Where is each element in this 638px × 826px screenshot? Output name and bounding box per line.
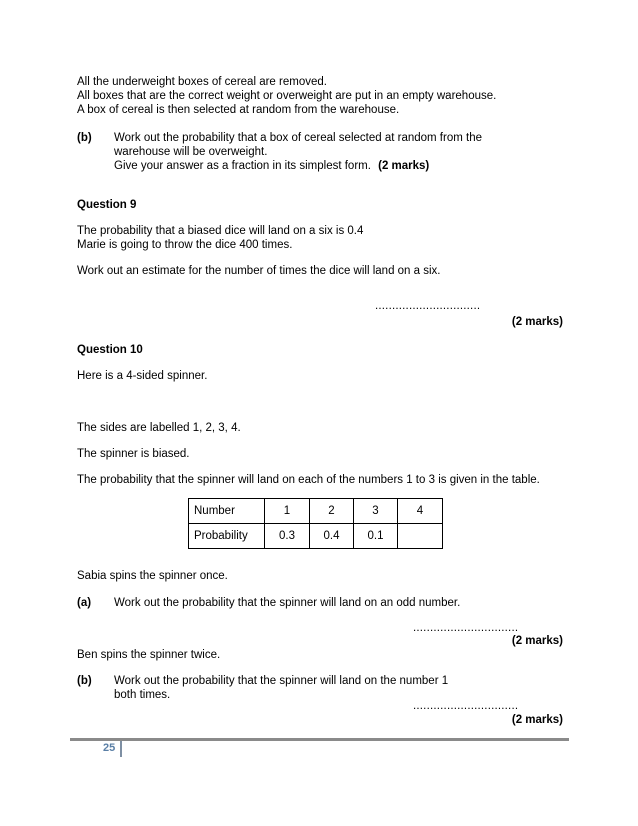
q10b-marks: (2 marks) xyxy=(511,714,563,726)
q10-part-a-label: (a) xyxy=(77,597,92,609)
part-b-label: (b) xyxy=(77,132,92,144)
q10a-marks: (2 marks) xyxy=(511,635,563,647)
question-9-title: Question 9 xyxy=(77,199,137,211)
q10a-answer-line[interactable]: ............................... xyxy=(413,622,519,634)
table-cell-number-4: 4 xyxy=(398,499,443,524)
table-header-probability: Probability xyxy=(189,524,265,549)
q9-marks: (2 marks) xyxy=(511,316,563,328)
table-header-number: Number xyxy=(189,499,265,524)
q9-line-1: The probability that a biased dice will land on a six is 0.4 xyxy=(77,225,364,237)
page-number: 25 xyxy=(103,742,116,754)
q10-part-b-line-2: both times. xyxy=(114,689,171,701)
table-cell-number-1: 1 xyxy=(265,499,310,524)
q10-part-b-line-1: Work out the probability that the spinner will land on the number 1 xyxy=(114,675,449,687)
part-b-instruction: Give your answer as a fraction in its simplest form. xyxy=(114,160,371,172)
q10-line-4: The probability that the spinner will land on each of the numbers 1 to 3 is given in the table. xyxy=(77,474,540,486)
table-cell-prob-1: 0.3 xyxy=(265,524,310,549)
footer-divider xyxy=(70,738,569,741)
q10-line-2: The sides are labelled 1, 2, 3, 4. xyxy=(77,422,241,434)
table-row-probability xyxy=(189,524,443,549)
q10-line-1: Here is a 4-sided spinner. xyxy=(77,370,208,382)
table-row-number xyxy=(189,499,443,524)
intro-line-3: A box of cereal is then selected at random from the warehouse. xyxy=(77,104,400,116)
table-cell-prob-4[interactable] xyxy=(398,524,443,549)
intro-line-1: All the underweight boxes of cereal are removed. xyxy=(77,76,327,88)
question-10-title: Question 10 xyxy=(77,344,143,356)
page-number-bar xyxy=(120,741,122,757)
q10-part-a-text: Work out the probability that the spinner will land on an odd number. xyxy=(114,597,461,609)
part-b-marks: (2 marks) xyxy=(378,160,430,172)
q9-line-2: Marie is going to throw the dice 400 times. xyxy=(77,239,293,251)
q9-line-3: Work out an estimate for the number of times the dice will land on a six. xyxy=(77,265,441,277)
q10-part-b-label: (b) xyxy=(77,675,92,687)
q10-line-3: The spinner is biased. xyxy=(77,448,190,460)
intro-line-2: All boxes that are the correct weight or overweight are put in an empty warehouse. xyxy=(77,90,497,102)
table-cell-number-2: 2 xyxy=(310,499,354,524)
part-b-line-1: Work out the probability that a box of cereal selected at random from the xyxy=(114,132,482,144)
table-cell-prob-2: 0.4 xyxy=(310,524,354,549)
q9-answer-line[interactable]: ............................... xyxy=(375,300,481,312)
table-cell-number-3: 3 xyxy=(354,499,398,524)
probability-table xyxy=(188,498,443,549)
q10-line-5: Sabia spins the spinner once. xyxy=(77,570,228,582)
q10b-answer-line[interactable]: ............................... xyxy=(413,700,519,712)
part-b-line-3 xyxy=(114,160,429,172)
part-b-line-2: warehouse will be overweight. xyxy=(114,146,268,158)
q10-line-6: Ben spins the spinner twice. xyxy=(77,649,221,661)
table-cell-prob-3: 0.1 xyxy=(354,524,398,549)
